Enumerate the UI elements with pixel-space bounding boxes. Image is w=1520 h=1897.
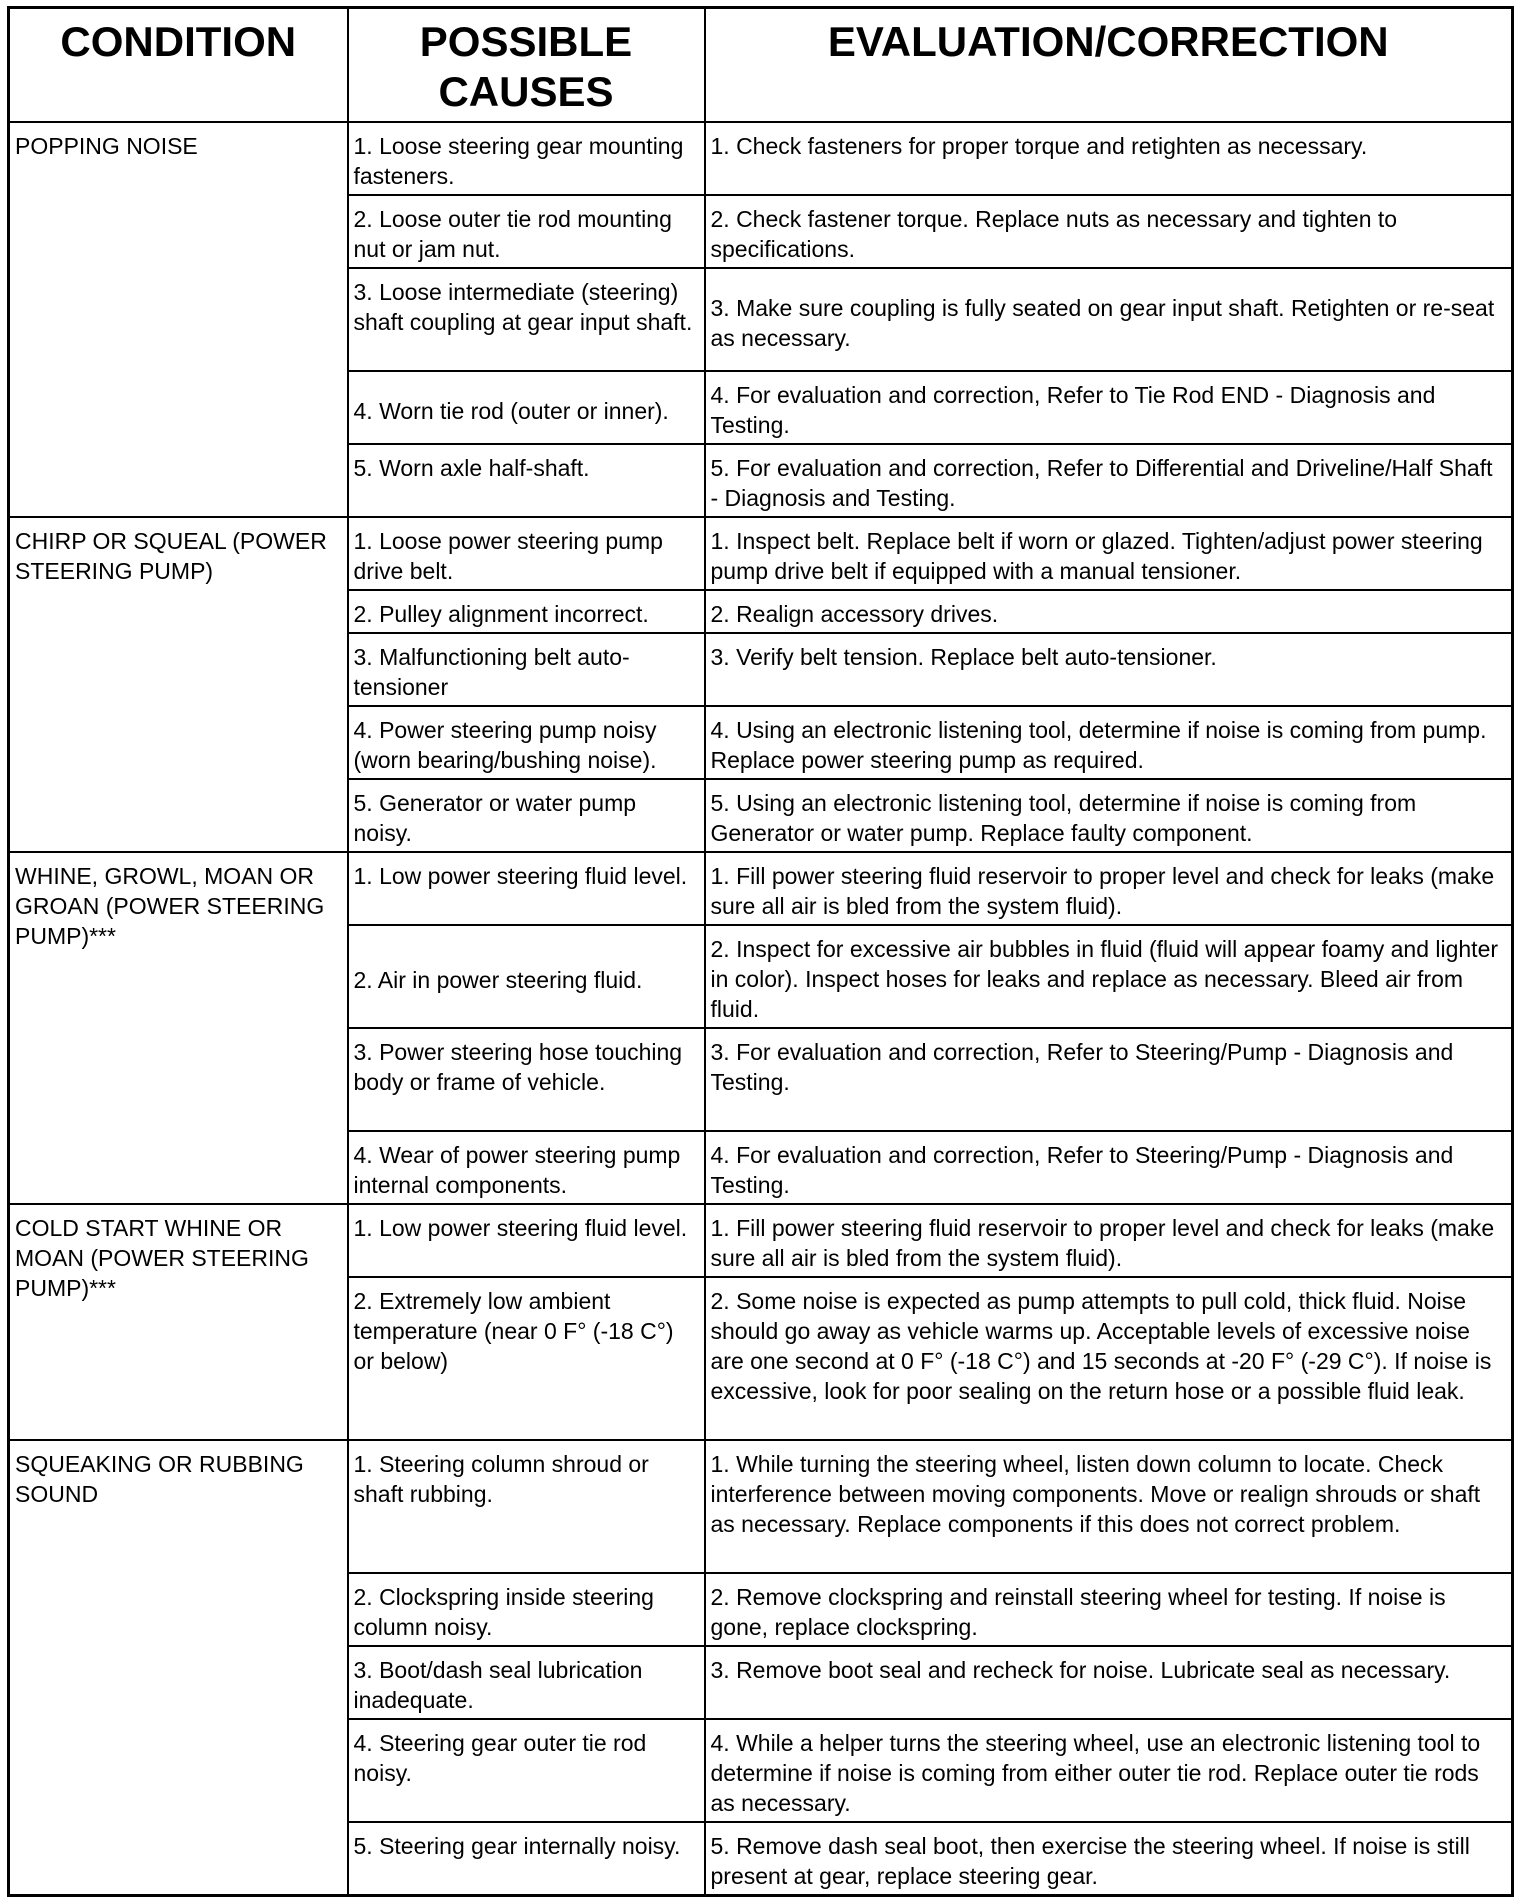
table-row (9, 1204, 1513, 1277)
steering-noise-diagnosis-table (7, 6, 1514, 1897)
cause-cell: 1. Loose power steering pump drive belt. (348, 517, 705, 590)
cause-cell: 4. Wear of power steering pump internal components. (348, 1131, 705, 1204)
evaluation-cell: 2. Inspect for excessive air bubbles in fluid (fluid will appear foamy and lighter in color). Inspect hoses for leaks and replace as necessary. Bleed air from fluid. (705, 925, 1513, 1028)
cause-cell: 4. Steering gear outer tie rod noisy. (348, 1719, 705, 1822)
condition-cell: CHIRP OR SQUEAL (POWER STEERING PUMP) (9, 517, 348, 852)
cause-cell: 1. Steering column shroud or shaft rubbing. (348, 1440, 705, 1573)
cause-cell: 3. Boot/dash seal lubrication inadequate. (348, 1646, 705, 1719)
evaluation-cell: 4. Using an electronic listening tool, determine if noise is coming from pump. Replace power steering pump as required. (705, 706, 1513, 779)
cause-cell: 1. Low power steering fluid level. (348, 852, 705, 925)
evaluation-cell: 2. Some noise is expected as pump attempts to pull cold, thick fluid. Noise should go away as vehicle warms up. Acceptable levels of excessive noise are one second at 0 F° (-18 C°) and 15 seconds at -20 F° (-29 C°). If noise is excessive, look for poor sealing on the return hose or a possible fluid leak. (705, 1277, 1513, 1440)
cause-cell: 3. Power steering hose touching body or frame of vehicle. (348, 1028, 705, 1131)
condition-cell: POPPING NOISE (9, 122, 348, 517)
table-row (9, 1440, 1513, 1573)
evaluation-cell: 1. Fill power steering fluid reservoir to proper level and check for leaks (make sure all air is bled from the system fluid). (705, 852, 1513, 925)
table-row (9, 517, 1513, 590)
header-condition: CONDITION (9, 8, 348, 123)
cause-cell: 1. Low power steering fluid level. (348, 1204, 705, 1277)
evaluation-cell: 1. Fill power steering fluid reservoir to proper level and check for leaks (make sure all air is bled from the system fluid). (705, 1204, 1513, 1277)
header-evaluation-correction: EVALUATION/CORRECTION (705, 8, 1513, 123)
cause-cell: 1. Loose steering gear mounting fasteners. (348, 122, 705, 195)
evaluation-cell: 1. Check fasteners for proper torque and retighten as necessary. (705, 122, 1513, 195)
cause-cell: 2. Air in power steering fluid. (348, 925, 705, 1028)
cause-cell: 5. Worn axle half-shaft. (348, 444, 705, 517)
evaluation-cell: 1. While turning the steering wheel, listen down column to locate. Check interference between moving components. Move or realign shrouds or shaft as necessary. Replace components if this does not correct problem. (705, 1440, 1513, 1573)
condition-cell: COLD START WHINE OR MOAN (POWER STEERING PUMP)*** (9, 1204, 348, 1440)
cause-cell: 2. Clockspring inside steering column noisy. (348, 1573, 705, 1646)
evaluation-cell: 2. Remove clockspring and reinstall steering wheel for testing. If noise is gone, replace clockspring. (705, 1573, 1513, 1646)
evaluation-cell: 3. Remove boot seal and recheck for noise. Lubricate seal as necessary. (705, 1646, 1513, 1719)
cause-cell: 3. Malfunctioning belt auto-tensioner (348, 633, 705, 706)
evaluation-cell: 4. While a helper turns the steering wheel, use an electronic listening tool to determine if noise is coming from either outer tie rod. Replace outer tie rods as necessary. (705, 1719, 1513, 1822)
table-row (9, 122, 1513, 195)
evaluation-cell: 3. For evaluation and correction, Refer to Steering/Pump - Diagnosis and Testing. (705, 1028, 1513, 1131)
evaluation-cell: 2. Check fastener torque. Replace nuts as necessary and tighten to specifications. (705, 195, 1513, 268)
evaluation-cell: 4. For evaluation and correction, Refer to Steering/Pump - Diagnosis and Testing. (705, 1131, 1513, 1204)
cause-cell: 2. Loose outer tie rod mounting nut or jam nut. (348, 195, 705, 268)
condition-cell: SQUEAKING OR RUBBING SOUND (9, 1440, 348, 1895)
table-row (9, 852, 1513, 925)
evaluation-cell: 3. Verify belt tension. Replace belt auto-tensioner. (705, 633, 1513, 706)
condition-cell: WHINE, GROWL, MOAN OR GROAN (POWER STEERING PUMP)*** (9, 852, 348, 1204)
cause-cell: 4. Power steering pump noisy (worn bearing/bushing noise). (348, 706, 705, 779)
diagnosis-table-sheet (7, 6, 1511, 1889)
cause-cell: 2. Extremely low ambient temperature (near 0 F° (-18 C°) or below) (348, 1277, 705, 1440)
evaluation-cell: 3. Make sure coupling is fully seated on gear input shaft. Retighten or re-seat as necessary. (705, 268, 1513, 371)
evaluation-cell: 1. Inspect belt. Replace belt if worn or glazed. Tighten/adjust power steering pump drive belt if equipped with a manual tensioner. (705, 517, 1513, 590)
evaluation-cell: 4. For evaluation and correction, Refer to Tie Rod END - Diagnosis and Testing. (705, 371, 1513, 444)
header-row (9, 8, 1513, 123)
evaluation-cell: 5. Using an electronic listening tool, determine if noise is coming from Generator or water pump. Replace faulty component. (705, 779, 1513, 852)
evaluation-cell: 2. Realign accessory drives. (705, 590, 1513, 633)
cause-cell: 3. Loose intermediate (steering) shaft coupling at gear input shaft. (348, 268, 705, 371)
evaluation-cell: 5. For evaluation and correction, Refer to Differential and Driveline/Half Shaft - Diagnosis and Testing. (705, 444, 1513, 517)
header-possible-causes: POSSIBLE CAUSES (348, 8, 705, 123)
cause-cell: 5. Generator or water pump noisy. (348, 779, 705, 852)
cause-cell: 2. Pulley alignment incorrect. (348, 590, 705, 633)
evaluation-cell: 5. Remove dash seal boot, then exercise the steering wheel. If noise is still present at gear, replace steering gear. (705, 1822, 1513, 1895)
cause-cell: 5. Steering gear internally noisy. (348, 1822, 705, 1895)
cause-cell: 4. Worn tie rod (outer or inner). (348, 371, 705, 444)
